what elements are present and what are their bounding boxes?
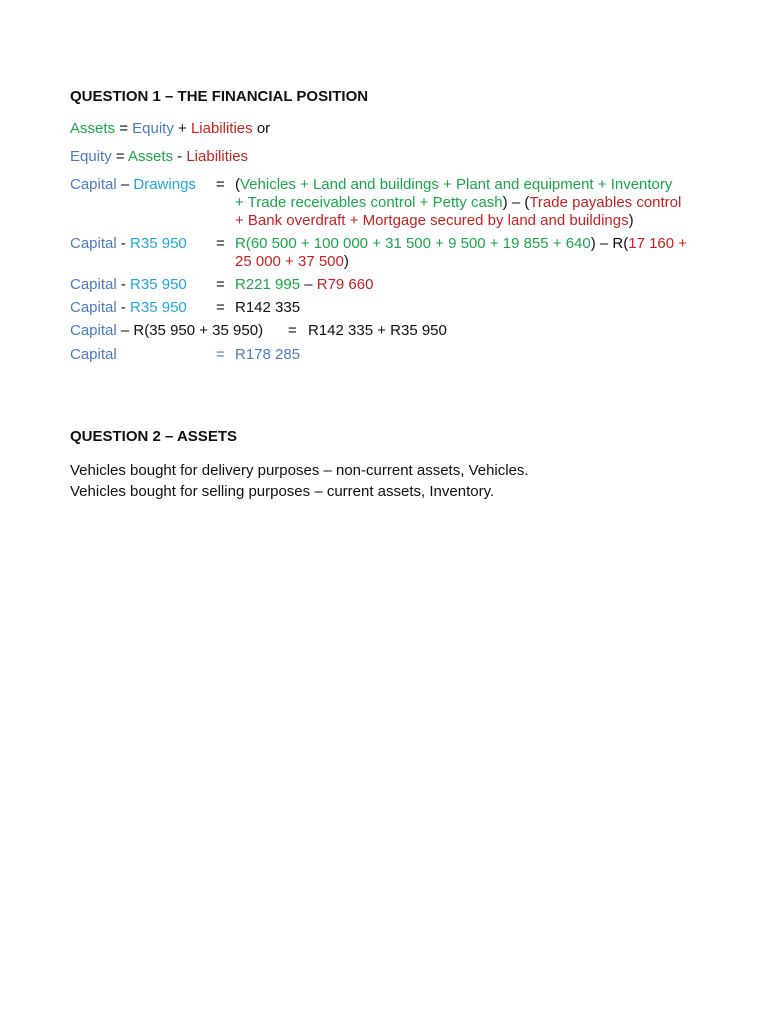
eq8-equals: = [216,346,225,363]
word-or: or [256,120,271,137]
eq4-equals: = [216,235,225,252]
paren-separator: ) – ( [502,194,530,211]
eq3-equals: = [216,176,225,193]
total-assets: R221 995 [235,276,301,293]
eq5-lhs [70,276,187,293]
paren-close: ) [343,253,349,270]
eq3-rhs-line1 [235,176,672,193]
drawings-reversal: – R(35 950 + 35 950) [120,322,264,339]
eq6-lhs [70,299,187,316]
term-capital: Capital [70,276,117,293]
eq4-rhs-line1 [235,235,687,252]
question-2-heading: QUESTION 2 – ASSETS [70,428,237,445]
paren-close: ) [628,212,634,229]
equation-equity [70,148,248,165]
equation-assets [70,120,270,137]
question-1-heading: QUESTION 1 – THE FINANCIAL POSITION [70,88,369,105]
eq6-rhs: R142 335 [235,299,301,316]
eq5-rhs [235,276,373,293]
asset-sum: 60 500 + 100 000 + 31 500 + 9 500 + 19 855 + 640 [250,235,591,252]
drawings-amount: R35 950 [130,276,187,293]
eq3-rhs-line2 [235,194,681,211]
r-open: R( [235,235,251,252]
eq4-rhs-line2 [235,253,349,270]
liability-list: Trade payables control [529,194,682,211]
term-capital: Capital [70,299,117,316]
term-liabilities: Liabilities [190,120,253,137]
term-capital: Capital [70,235,117,252]
liability-sum: 17 160 + [628,235,688,252]
eq8-lhs: Capital [70,346,117,363]
asset-list-cont: + Trade receivables control + Petty cash [235,194,503,211]
term-assets: Assets [127,148,173,165]
term-capital: Capital [70,322,117,339]
eq4-lhs [70,235,187,252]
operator-dash: – [304,276,313,293]
q2-line-1: Vehicles bought for delivery purposes – non-current assets, Vehicles. [70,462,529,479]
operator-equals: = [115,148,125,165]
drawings-amount: R35 950 [130,235,187,252]
eq3-rhs-line3 [235,212,634,229]
term-assets: Assets [70,120,116,137]
eq7-rhs: R142 335 + R35 950 [308,322,447,339]
eq3-lhs [70,176,196,193]
eq6-equals: = [216,299,225,316]
operator-dash: – [120,176,130,193]
drawings-amount: R35 950 [130,299,187,316]
operator-minus: - [177,148,183,165]
separator: ) – R( [590,235,629,252]
term-liabilities: Liabilities [186,148,249,165]
q2-line-2: Vehicles bought for selling purposes – current assets, Inventory. [70,483,495,500]
operator-minus: - [120,235,126,252]
operator-plus: + [178,120,187,137]
term-equity: Equity [132,120,174,137]
operator-minus: - [120,276,126,293]
operator-equals: = [119,120,128,137]
term-capital: Capital [70,176,117,193]
eq8-rhs: R178 285 [235,346,301,363]
total-liabilities: R79 660 [316,276,374,293]
eq7-lhs [70,322,263,339]
eq5-equals: = [216,276,225,293]
term-drawings: Drawings [133,176,196,193]
operator-minus: - [120,299,126,316]
eq7-equals: = [288,322,297,339]
liability-list-cont: + Bank overdraft + Mortgage secured by land and buildings [235,212,629,229]
liability-sum-cont: 25 000 + 37 500 [235,253,344,270]
asset-list: Vehicles + Land and buildings + Plant and equipment + Inventory [240,176,673,193]
term-equity: Equity [70,148,112,165]
paren-open: ( [235,176,240,193]
